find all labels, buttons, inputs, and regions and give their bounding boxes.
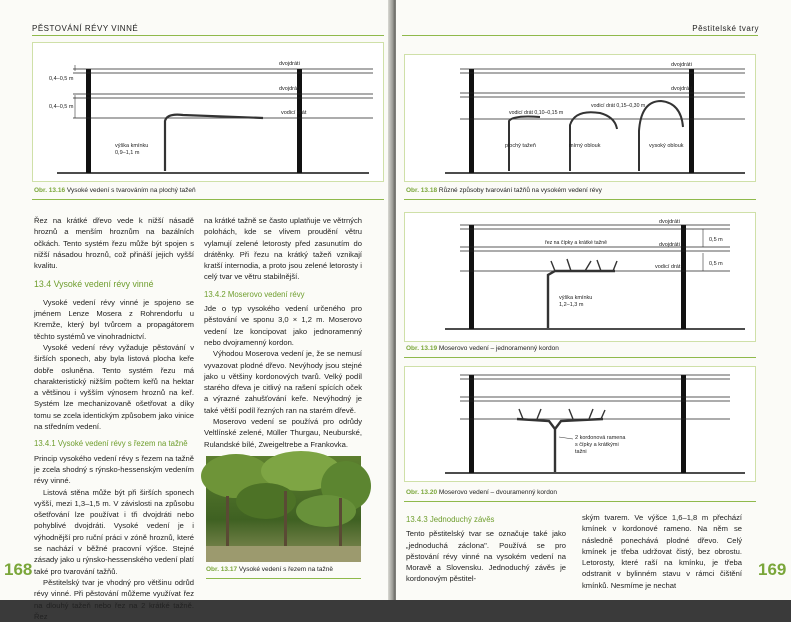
section-heading-13-4: 13.4 Vysoké vedení révy vinné (34, 279, 154, 290)
page-number-left: 168 (4, 560, 33, 579)
label-dvojdrati-top: dvojdráti (279, 61, 300, 67)
trellis-diagram-flat (33, 43, 385, 183)
caption-rule (404, 199, 756, 200)
trellis-diagram-two-arm (405, 367, 757, 483)
vineyard-image (206, 456, 361, 562)
trellis-diagram-one-arm (405, 213, 757, 343)
text-column-1 (34, 215, 194, 622)
header-rule-right (402, 35, 758, 36)
paragraph: Vysoké vedení révy vinné je spojeno se jménem Lenze Mosera z Rohrendorfu u Kremže, který byl tvůrcem a propagátorem těchto systémů ve vinohradnictví. (34, 297, 194, 341)
distance-label-1: 0,4–0,5 m (49, 76, 74, 82)
paragraph: na krátké tažně se často uplatňuje ve větrných polohách, kde se vlivem proudění větru vylamují zelené letorosty před zasunutím do drátěnky. Při řezu na krátký tažeň vznikají kratší internodia, a proto jsou zelené letorosty i celý tvar ve větru stabilnější. (204, 216, 362, 282)
paragraph: Moserovo vedení se používá pro odrůdy Veltlínské zelené, Müller Thurgau, Neuburské, Rulandské bílé, Zweigeltrebe a Frankovka. (204, 417, 362, 449)
figure-13-19 (404, 212, 756, 342)
paragraph: Řez na krátké dřevo vede k nižší násadě hroznů a menším hroznům na bazálních očkách. Tento systém řezu může být spojen s nižší násadou hroznů, což přináší jejich vyšší kvalitu. (34, 216, 194, 271)
section-heading-13-4-1: 13.4.1 Vysoké vedení révy s řezem na tažně (34, 439, 188, 449)
caption-13-16 (34, 187, 196, 194)
figure-13-18 (404, 54, 756, 182)
right-page (396, 0, 791, 600)
paragraph: Výhodou Moserova vedení je, že se nemusí vyvazovat plodné dřevo. Nevýhody jsou stejné jako u většiny kordonových tvarů. Velký podíl starého dřeva je citlivý na rašení spících oček a výrazné zahušťování keře. Nevýhodný je také větší podíl řezných ran na starém dřevě. (204, 349, 362, 415)
text-column-3 (406, 512, 566, 585)
label-dvojdrati-top: dvojdráti (659, 219, 680, 225)
caption-text: Různé způsoby tvarování tažňů na vysokém vedení révy (437, 187, 602, 194)
label-plochy-tazen: plochý tažeň (505, 143, 536, 149)
trellis-diagram-shapes (405, 55, 757, 183)
figure-13-20 (404, 366, 756, 482)
paragraph: ským tvarem. Ve výšce 1,6–1,8 m přechází kmínek v kordonové rameno. Na něm se následně ponechává plodné dřevo. Celý kmínek je třeba udržovat čistý, bez obrostu. Letorosty, které raší na kmínku, je třeba odstranit v bylinném stavu v rámci čištění kmínků. Nesmíme je nechat (582, 513, 742, 590)
caption-number: Obr. 13.18 (406, 187, 438, 194)
text-column-2 (204, 215, 362, 450)
label-kordon-line1: 2 kordonová ramena (575, 435, 626, 441)
distance-label-2: 0,4–0,5 m (49, 104, 74, 110)
caption-13-17 (206, 566, 333, 573)
caption-text: Moserovo vedení – jednoramenný kordon (437, 345, 559, 352)
running-header-right: Pěstitelské tvary (692, 24, 759, 33)
paragraph: Princip vysokého vedení révy s řezem na tažně je zcela shodný s rýnsko-hessenským vedením révy vinné. (34, 453, 194, 486)
label-vodici-drat-b: vodicí drát 0,15–0,30 m (591, 103, 646, 109)
caption-number: Obr. 13.17 (206, 566, 238, 573)
distance-label-2: 0,5 m (709, 261, 723, 267)
caption-number: Obr. 13.16 (34, 187, 66, 194)
label-mirny-oblouk: mírný oblouk (569, 143, 601, 149)
distance-label-1: 0,5 m (709, 237, 723, 243)
paragraph: Jde o typ vysokého vedení určeného pro pěstování ve sponu 3,0 × 1,2 m. Moserovo vedení lze koncipovat jako jednoramenný nebo dvojramenný kordon. (204, 304, 362, 347)
caption-rule (206, 578, 361, 579)
paragraph: Pěstitelský tvar je vhodný pro většinu odrůd révy vinné. Při pěstování můžeme využívat řez na dlouhý tažeň nebo řez na 2 krátké tažně. Řez (34, 577, 194, 621)
label-vysoky-oblouk: vysoký oblouk (649, 143, 684, 149)
vineyard-photo (206, 456, 361, 562)
label-dvojdrati-mid: dvojdráti (279, 86, 300, 92)
label-vodici-drat: vodicí drát (281, 110, 307, 116)
section-heading-13-4-2: 13.4.2 Moserovo vedení révy (204, 289, 305, 299)
paragraph: Listová stěna může být při širších sponech vyšší, mezi 1,3–1,5 m. V závislosti na způsobu ošetřování lze používat i tři dvojdráti nebo pohyblivé dvojdráti. Vysoké vedení je i výhodnější pro ruční práci v zóně hroznů, které se nachází v běžné pracovní výšce. Stejné zásady jako u rýnsko-hessenského vedení platí také pro tvarování tažňů. (34, 487, 194, 576)
caption-rule (32, 199, 384, 200)
label-vodici-drat: vodicí drát (655, 264, 681, 270)
caption-13-19 (406, 345, 559, 352)
caption-text: Vysoké vedení s řezem na tažně (237, 566, 333, 573)
running-header-left: PĚSTOVÁNÍ RÉVY VINNÉ (32, 24, 139, 33)
caption-text: Moserovo vedení – dvouramenný kordon (437, 489, 558, 496)
caption-rule (404, 501, 756, 502)
label-vyska-value: 0,9–1,1 m (115, 150, 140, 156)
label-dvojdrati-mid: dvojdráti (659, 242, 680, 248)
caption-number: Obr. 13.20 (406, 489, 438, 496)
label-kordon-line3: tažni (575, 449, 587, 455)
caption-rule (404, 357, 756, 358)
label-vyska-kminku: výška kmínku (559, 295, 593, 301)
caption-text: Vysoké vedení s tvarováním na plochý tažeň (65, 187, 196, 194)
left-page (0, 0, 392, 621)
figure-13-16 (32, 42, 384, 182)
paragraph: Vysoké vedení révy vyžaduje pěstování v širších sponech, aby byla listová plocha keře dobře osluněna. Tento systém řezu má charakteristický nižším počtem keřů na hektar a většinou i vyšším výnosem hroznů na keř. Systém lze mechanizovaně ošetřovat a díky tomu se zcela identickým způsobem jako vinice na středním vedení. (34, 342, 194, 432)
label-vyska-value: 1,2–1,3 m (559, 302, 584, 308)
label-dvojdrati-mid: dvojdráti (671, 86, 692, 92)
paragraph: Tento pěstitelský tvar se označuje také jako „jednoduchá záclona". Používá se pro pěstování révy vinné na vysokém vedení na Moravě a Slovensku. Jednoduchý závěs je kordonovým pěstitel- (406, 529, 566, 584)
label-vodici-drat-a: vodicí drát 0,10–0,15 m (509, 110, 564, 116)
label-vyska-kminku: výška kmínku (115, 143, 149, 149)
text-column-4 (582, 512, 742, 591)
page-number-right: 169 (758, 560, 787, 579)
label-kordon-line2: s čípky a krátkými (575, 442, 619, 448)
label-rez-na-cipky: řez na čípky a krátké tažně (545, 240, 607, 246)
caption-13-20 (406, 489, 557, 496)
header-rule-left (32, 35, 384, 36)
section-heading-13-4-3: 13.4.3 Jednoduchý závěs (406, 515, 495, 524)
label-dvojdrati-top: dvojdráti (671, 62, 692, 68)
caption-13-18 (406, 187, 602, 194)
caption-number: Obr. 13.19 (406, 345, 438, 352)
